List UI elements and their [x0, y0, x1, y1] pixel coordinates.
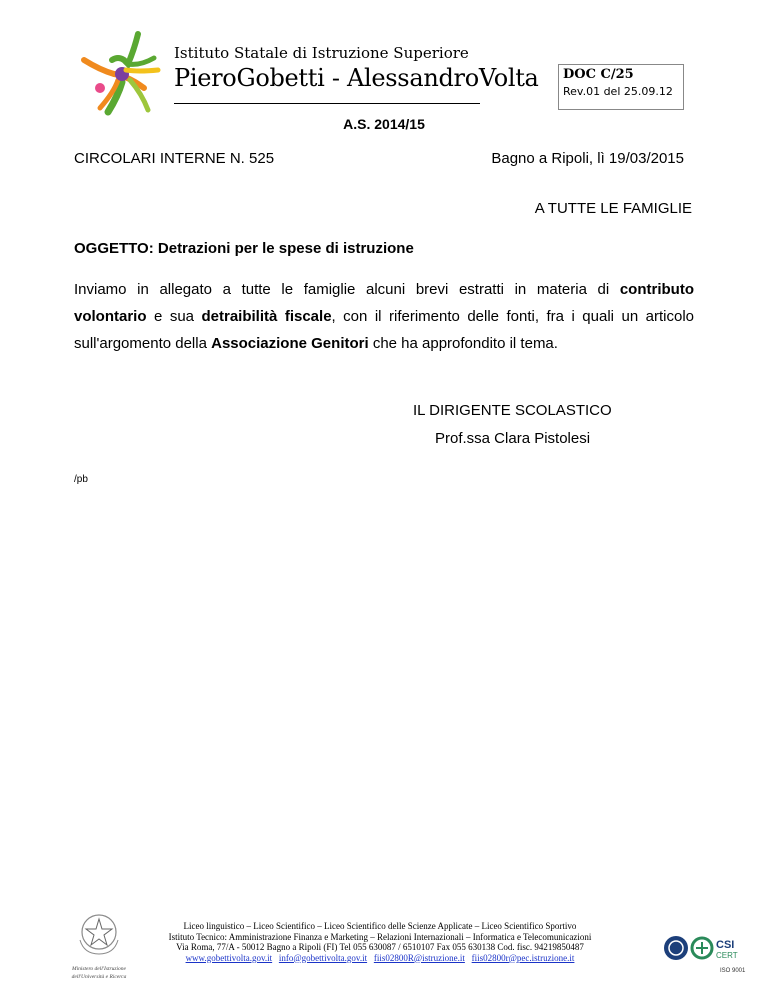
author-initials: /pb	[74, 474, 88, 485]
footer-links	[142, 953, 618, 964]
footer-line-3: Via Roma, 77/A - 50012 Bagno a Ripoli (FI) Tel 055 630087 / 6510107 Fax 055 630138 Cod. fisc. 94219850487	[176, 942, 584, 952]
footer-line-1: Liceo linguistico – Liceo Scientifico – Liceo Scientifico delle Scienze Applicate – Liceo Scientifico Sportivo	[183, 921, 577, 931]
info-email-link[interactable]: info@gobettivolta.gov.it	[278, 952, 368, 963]
body-bold-text: contributo	[619, 281, 694, 298]
footer-line-2: Istituto Tecnico: Amministrazione Finanza e Marketing – Relazioni Internazionali – Informatica e Telecomunicazioni	[168, 931, 592, 942]
recipient: A TUTTE LE FAMIGLIE	[534, 200, 692, 217]
body-text: Inviamo in allegato a tutte le famiglie alcuni brevi estratti in materia di	[74, 281, 620, 298]
subject-line: OGGETTO: Detrazioni per le spese di istruzione	[74, 240, 414, 257]
certification-logos-icon	[662, 928, 746, 976]
svg-text:CERT: CERT	[716, 951, 738, 960]
body-text: e sua	[146, 308, 202, 325]
document-code: DOC C/25	[563, 67, 634, 82]
document-code-box	[558, 64, 684, 110]
body-bold-text: Associazione Genitori	[211, 335, 369, 352]
place-date: Bagno a Ripoli, lì 19/03/2015	[491, 150, 684, 167]
school-email-link[interactable]: fiis02800R@istruzione.it	[373, 952, 465, 963]
school-name-line1: Istituto Statale di Istruzione Superiore	[174, 44, 469, 62]
body-text: sull'argomento della	[74, 335, 212, 352]
body-bold-text: detraibilità fiscale	[201, 308, 332, 325]
body-paragraph	[74, 276, 694, 357]
svg-text:ISO 9001: ISO 9001	[720, 968, 746, 974]
header-divider	[174, 103, 480, 104]
website-link[interactable]: www.gobettivolta.gov.it	[185, 952, 273, 963]
school-name-line2: PieroGobetti - AlessandroVolta	[174, 64, 539, 92]
body-text: che ha approfondito il tema.	[368, 335, 558, 352]
body-text: , con il riferimento delle fonti, fra i quali un articolo	[331, 308, 695, 325]
school-year: A.S. 2014/15	[343, 116, 425, 132]
signer-name: Prof.ssa Clara Pistolesi	[435, 430, 591, 447]
school-logo-icon	[78, 30, 170, 118]
footer-info	[142, 921, 618, 963]
signer-title: IL DIRIGENTE SCOLASTICO	[413, 402, 612, 419]
svg-text:CSI: CSI	[716, 939, 735, 951]
svg-text:Ministero dell'Istruzione: Ministero dell'Istruzione	[72, 966, 126, 972]
body-bold-text: volontario	[74, 308, 147, 325]
svg-text:dell'Università e Ricerca: dell'Università e Ricerca	[71, 974, 127, 980]
italian-republic-emblem-icon	[60, 910, 138, 984]
document-revision: Rev.01 del 25.09.12	[563, 85, 673, 98]
circular-number: CIRCOLARI INTERNE N. 525	[74, 150, 275, 167]
pec-email-link[interactable]: fiis02800r@pec.istruzione.it	[471, 952, 575, 963]
